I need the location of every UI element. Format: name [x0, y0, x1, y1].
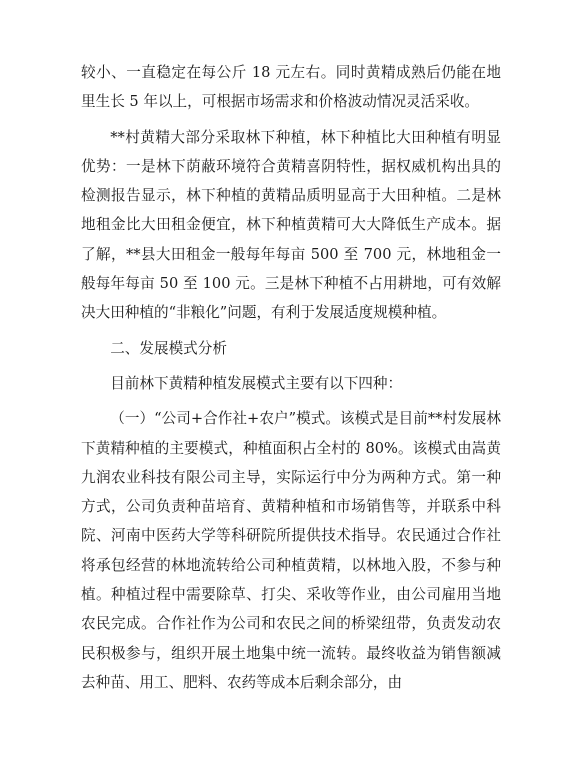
- paragraph-continuation: 较小、一直稳定在每公斤 18 元左右。同时黄精成熟后仍能在地里生长 5 年以上，可根据市场需求和价格波动情况灵活采收。: [81, 64, 501, 111]
- section-heading: 二、发展模式分析: [110, 339, 227, 357]
- paragraph-intro-modes: 目前林下黄精种植发展模式主要有以下四种：: [110, 374, 403, 392]
- paragraph-forest-advantages: **村黄精大部分采取林下种植，林下种植比大田种植有明显优势：一是林下荫蔽环境符合黄精喜阴特性，据权威机构出具的检测报告显示，林下种植的黄精品质明显高于大田种植。二是林地租金比大田租金便宜，林下种植黄精可大大降低生产成本。据了解，**县大田租金一般每年每亩 500 至 700 元，林地租金一般每年每亩 50 至 100 元。三是林下种植不占用耕地，可有效解决大田种植的“非粮化”问题，有利于发展适度规模种植。: [81, 128, 501, 322]
- document-body: [81, 58, 501, 697]
- paragraph-mode-one: （一）“公司+合作社+农户”模式。该模式是目前**村发展林下黄精种植的主要模式，种植面积占全村的 80%。该模式由嵩黄九润农业科技有限公司主导，实际运行中分为两种方式。第一种方式，公司负责种苗培育、黄精种植和市场销售等，并联系中科院、河南中医药大学等科研院所提供技术指导。农民通过合作社将承包经营的林地流转给公司种植黄精，以林地入股，不参与种植。种植过程中需要除草、打尖、采收等作业，由公司雇用当地农民完成。合作社作为公司和农民之间的桥梁纽带，负责发动农民积极参与，组织开展土地集中统一流转。最终收益为销售额减去种苗、用工、肥料、农药等成本后剩余部分，由: [81, 410, 501, 691]
